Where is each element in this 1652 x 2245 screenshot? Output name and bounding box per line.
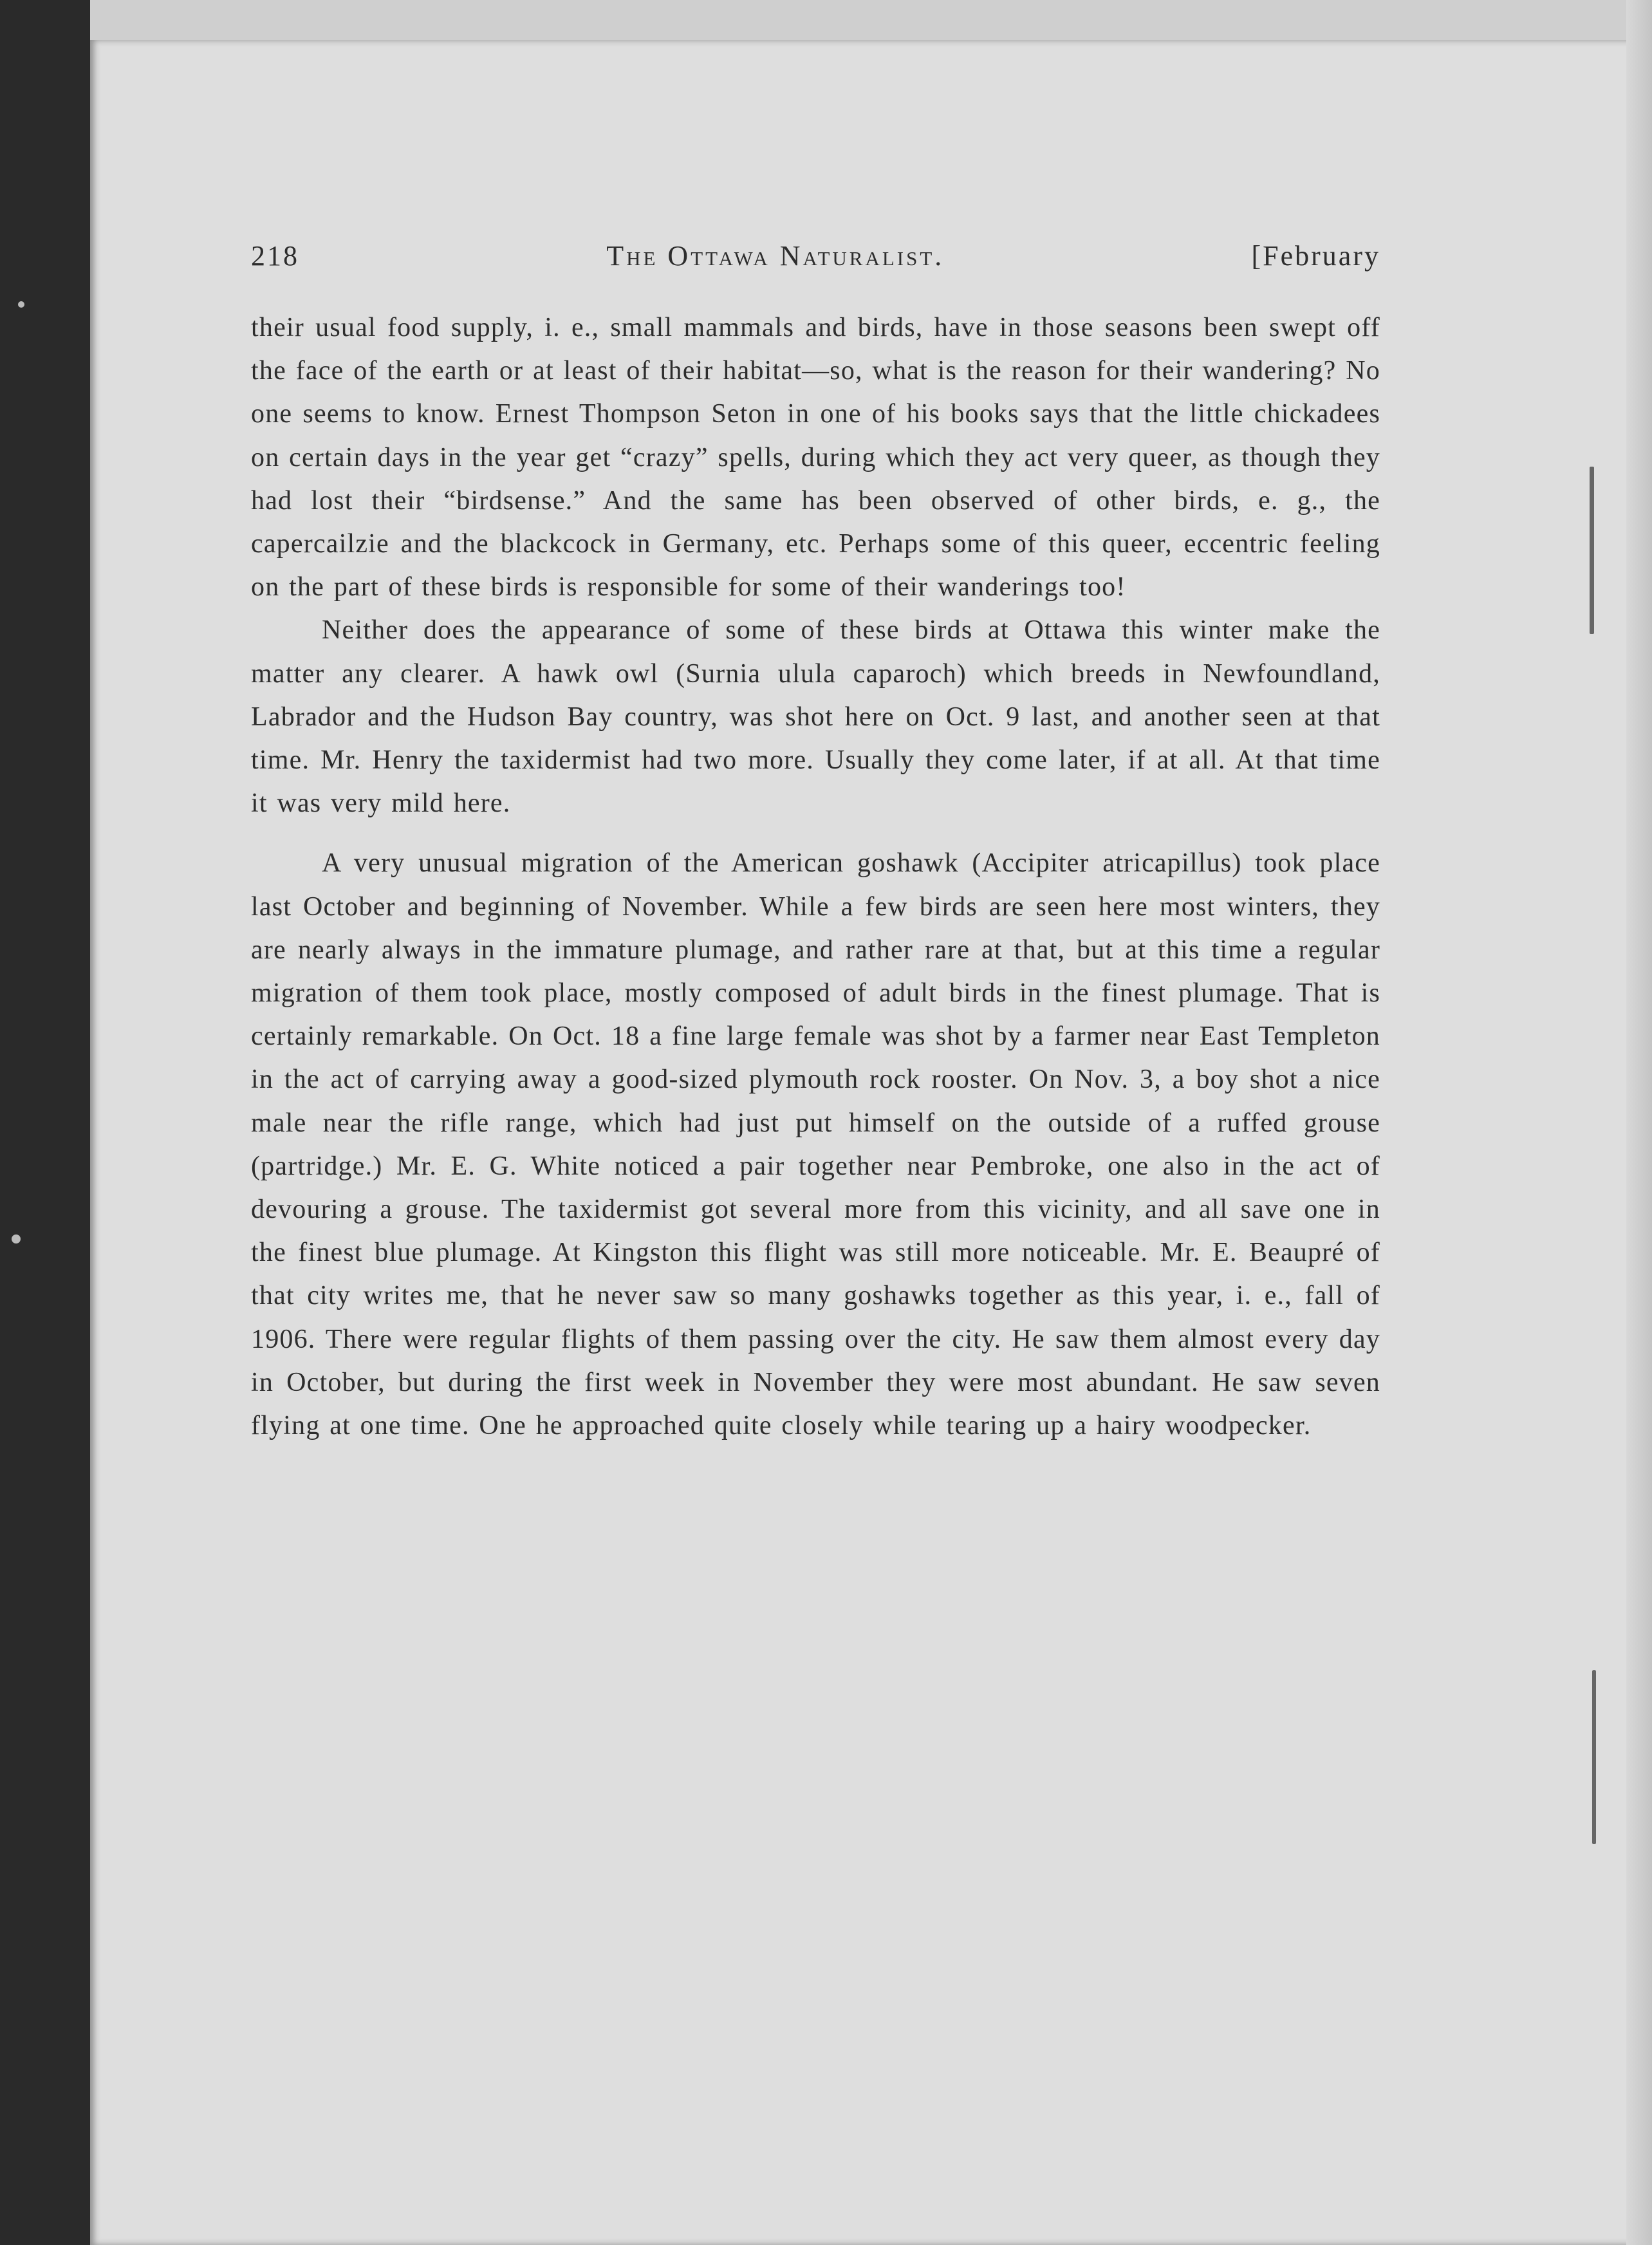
scan-background-left	[0, 0, 90, 2245]
scan-top-edge	[90, 0, 1652, 40]
page-content	[251, 239, 1380, 1448]
scan-dust-mark	[18, 301, 24, 308]
paragraph-goshawk: A very unusual migration of the American goshawk (Accipiter atricapillus) took place last October and beginning of November. While a few birds are seen here most winters, they are nearly always in the immature plumage, and rather rare at that, but at this time a regular migration of them took place, mostly composed of adult birds in the finest plumage. That is certainly remarkable. On Oct. 18 a fine large female was shot by a farmer near East Templeton in the act of carrying away a good-sized plymouth rock rooster. On Nov. 3, a boy shot a nice male near the rifle range, which had just put himself on the outside of a ruffed grouse (partridge.) Mr. E. G. White noticed a pair together near Pembroke, one also in the act of devouring a grouse. The taxidermist got several more from this vicinity, and all save one in the finest blue plumage. At Kingston this flight was still more noticeable. Mr. E. Beaupré of that city writes me, that he never saw so many goshawks together as this year, i. e., fall of 1906. There were regular flights of them passing over the city. He saw them almost every day in October, but during the first week in November they were most abundant. He saw seven flying at one time. One he approached quite closely while tearing up a hairy woodpecker.	[251, 848, 1380, 1441]
scan-right-edge	[1626, 0, 1652, 2245]
journal-title: The Ottawa Naturalist.	[606, 240, 945, 272]
page-number: 218	[251, 240, 299, 272]
binding-mark	[1592, 1670, 1596, 1844]
paragraph-gap	[251, 825, 1380, 842]
paragraph-hawk-owl: Neither does the appearance of some of these birds at Ottawa this winter make the matter any clearer. A hawk owl (Surnia ulula caparoch) which breeds in Newfoundland, Labrador and the Hudson Bay country, was shot here on Oct. 9 last, and another seen at that time. Mr. Henry the taxidermist had two more. Usually they come later, if at all. At that time it was very mild here.	[251, 615, 1380, 819]
issue-month: [February	[1251, 240, 1380, 272]
running-header	[251, 239, 1380, 278]
binding-mark	[1590, 467, 1594, 634]
paragraph-continuation: their usual food supply, i. e., small mammals and birds, have in those seasons been swept off the face of the earth or at least of their habitat—so, what is the reason for their wandering? No one seems to know. Ernest Thompson Seton in one of his books says that the little chickadees on certain days in the year get “crazy” spells, during which they act very queer, as though they had lost their “birdsense.” And the same has been observed of other birds, e. g., the capercailzie and the blackcock in Germany, etc. Perhaps some of this queer, eccentric feeling on the part of these birds is responsible for some of their wanderings too!	[251, 313, 1380, 602]
scan-dust-mark	[12, 1234, 21, 1244]
